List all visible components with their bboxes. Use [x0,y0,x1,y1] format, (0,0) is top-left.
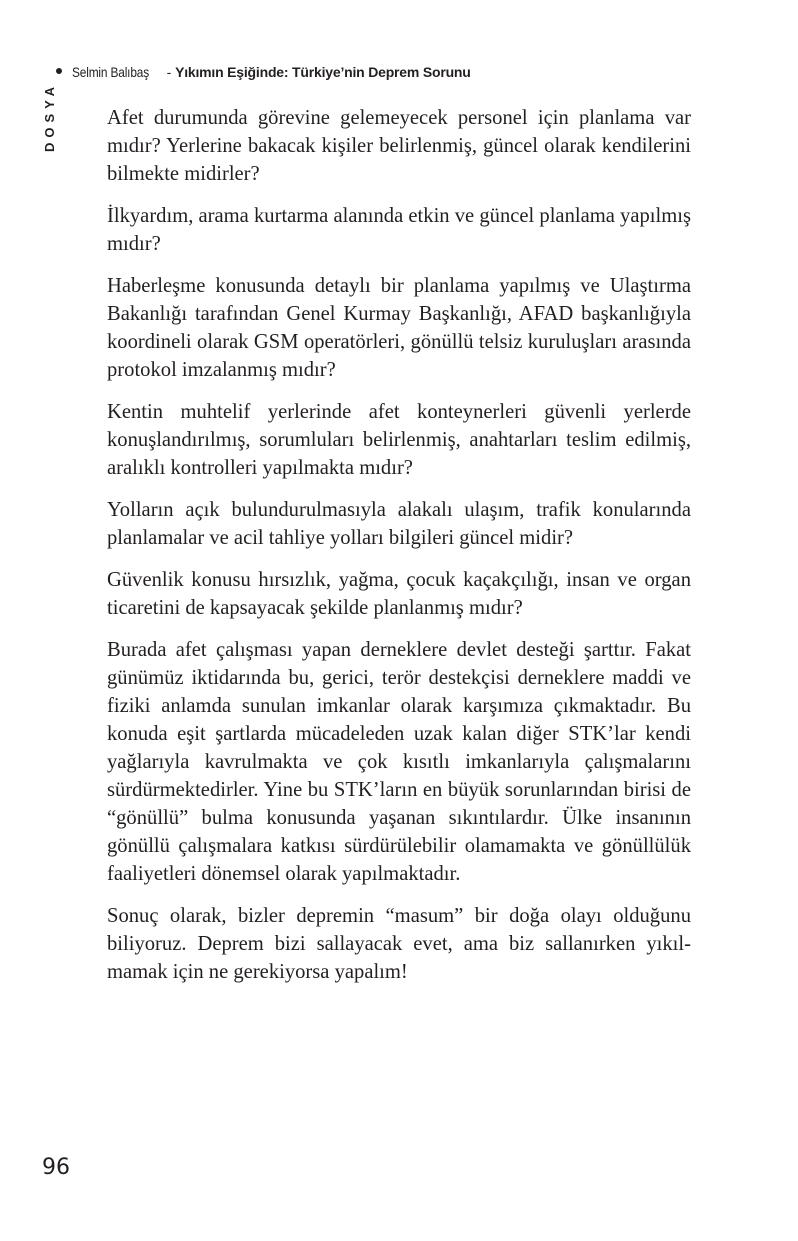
section-side-label: DOSYA [42,81,57,152]
bullet-icon [56,68,62,74]
paragraph: Yolların açık bulundurulmasıyla alakalı ulaşım, trafik konularında planlamalar ve acil tahliye yolları bilgileri güncel midir? [107,499,691,549]
paragraph: Sonuç olarak, bizler depremin “masum” bir doğa olayı olduğunu biliyoruz. Deprem bizi sallayacak evet, ama biz sallanırken yıkılmamak için ne gerekiyorsa yapalım! [107,905,691,983]
header-title: Yıkımın Eşiğinde: Türkiye’nin Deprem Sorunu [175,64,471,80]
paragraph: Afet durumunda görevine gelemeyecek personel için planlama var mıdır? Yerlerine bakacak kişiler belirlenmiş, güncel olarak kendilerini bilmekte midirler? [107,107,691,185]
header-author: Selmin Balıbaş [72,64,150,80]
paragraph: İlkyardım, arama kurtarma alanında etkin ve güncel planlama yapılmış mıdır? [107,205,691,255]
paragraph: Burada afet çalışması yapan derneklere devlet desteği şarttır. Fakat günümüz iktidarında bu, gerici, terör destekçisi derneklere maddi ve fiziki anlamda sunulan imkanlar olarak karşımıza çıkmaktadır. Bu konuda eşit şartlarda mücadeleden uzak kalan diğer STK’lar kendi yağlarıyla kavrulmakta ve çok kısıtlı imkanlarıyla çalışmalarını sürdürmektedirler. Yine bu STK’ların en büyük sorunlarından birisi de “gönüllü” bulma konusunda yaşanan sıkıntılardır. Ülke insanının gönüllü çalışmalara katkısı sürdürülebilir olamamakta ve gönüllülük faaliyetleri dönemsel olarak yapılmaktadır. [107,639,691,885]
header-separator: - [166,64,172,80]
body-text [107,104,691,1000]
running-header [56,64,471,80]
paragraph: Haberleşme konusunda detaylı bir planlama yapılmış ve Ulaştırma Bakanlığı tarafından Genel Kurmay Başkanlığı, AFAD başkanlığıyla koordineli olarak GSM operatörleri, gönüllü telsiz kuruluşları arasında protokol imzalanmış mıdır? [107,275,691,381]
paragraph: Kentin muhtelif yerlerinde afet konteynerleri güvenli yerlerde konuşlandırılmış, sorumluları belirlenmiş, anahtarları teslim edilmiş, aralıklı kontrolleri yapılmakta mıdır? [107,401,691,479]
paragraph: Güvenlik konusu hırsızlık, yağma, çocuk kaçakçılığı, insan ve organ ticaretini de kapsayacak şekilde planlanmış mıdır? [107,569,691,619]
page-number: 96 [42,1155,70,1180]
